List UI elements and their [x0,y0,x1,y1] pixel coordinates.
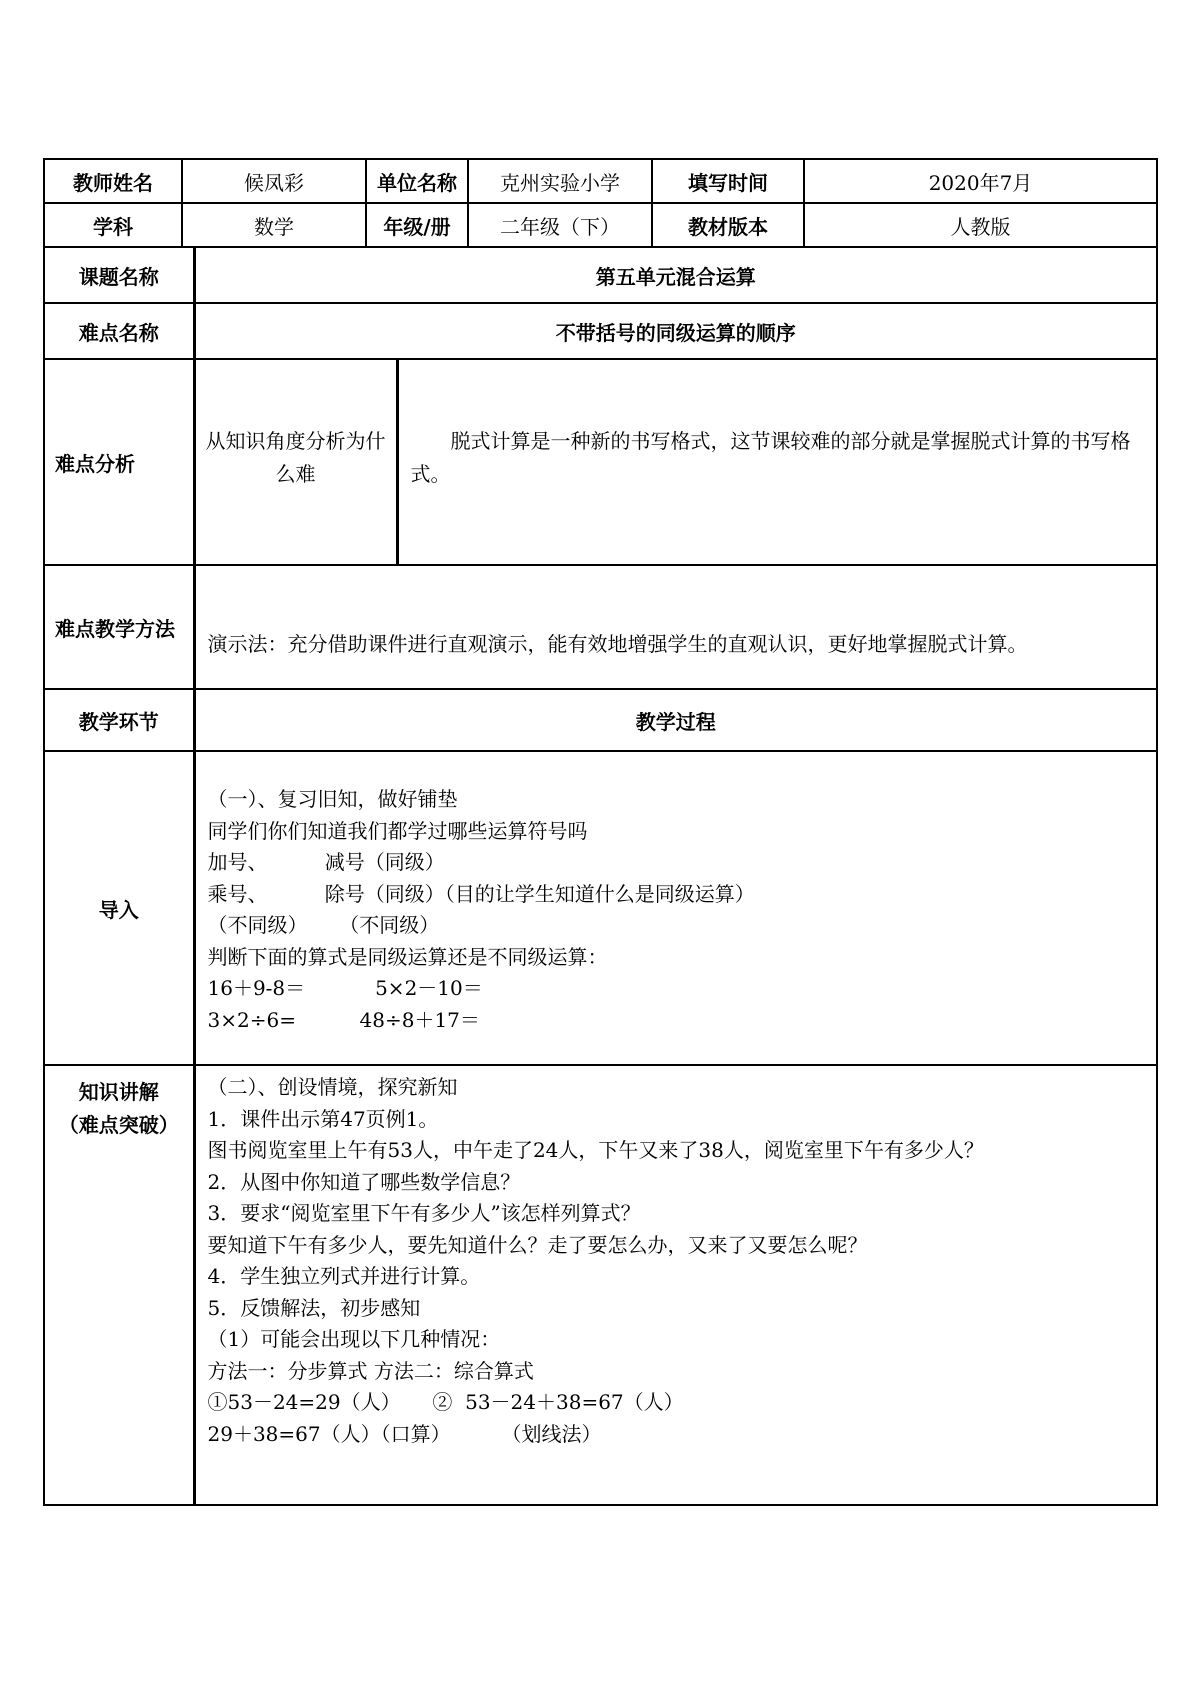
info-row-1 [44,159,1157,203]
method-row [44,565,1157,689]
intro-row [44,751,1157,1065]
method-label: 难点教学方法 [44,565,194,689]
intro-line: 判断下面的算式是同级运算还是不同级运算： [207,944,608,969]
teacher-label: 教师姓名 [44,159,182,203]
edition-value: 人教版 [804,203,1157,247]
topic-value: 第五单元混合运算 [194,247,1157,303]
knowledge-line: （二）、创设情境，探究新知 [207,1075,458,1099]
intro-line: 同学们你们知道我们都学过哪些运算符号吗 [207,818,588,843]
intro-line: 16＋9-8＝ 5×2－10＝ [207,976,483,1000]
unit-label: 单位名称 [366,159,468,203]
teacher-value: 候凤彩 [182,159,366,203]
edition-label: 教材版本 [652,203,804,247]
analysis-label: 难点分析 [44,359,194,565]
knowledge-line: 29＋38=67（人）（口算） （划线法） [207,1421,602,1446]
analysis-sub-label: 从知识角度分析为什么难 [194,359,397,565]
grade-value: 二年级（下） [468,203,652,247]
knowledge-label-line1: 知识讲解 [78,1080,159,1104]
knowledge-label-line2: （难点突破） [58,1113,179,1137]
analysis-row [44,359,1157,565]
subject-value: 数学 [182,203,366,247]
knowledge-line: 图书阅览室里上午有53人，中午走了24人，下午又来了38人，阅览室里下午有多少人？ [207,1138,984,1162]
grade-label: 年级/册 [366,203,468,247]
knowledge-content [194,1065,1157,1505]
process-header-row [44,689,1157,751]
date-value: 2020年7月 [804,159,1157,203]
difficulty-row [44,303,1157,359]
knowledge-line: 4．学生独立列式并进行计算。 [207,1264,481,1288]
knowledge-line: （1）可能会出现以下几种情况： [207,1327,501,1351]
knowledge-line: 方法一：分步算式 方法二：综合算式 [207,1358,534,1383]
analysis-text [397,359,1157,565]
intro-line: （不同级） （不同级） [207,913,440,937]
intro-line: （一）、复习旧知，做好铺垫 [207,787,458,811]
knowledge-line: 1．课件出示第47页例1。 [207,1106,439,1131]
process-header-value: 教学过程 [194,689,1157,751]
knowledge-line: 要知道下午有多少人，要先知道什么？走了要怎么办，又来了又要怎么呢？ [207,1232,868,1257]
knowledge-line: ①53－24=29（人） ② 53－24＋38=67（人） [207,1390,684,1414]
analysis-text-content: 脱式计算是一种新的书写格式，这节课较难的部分就是掌握脱式计算的书写格式。 [410,429,1131,486]
knowledge-line: 3．要求“阅览室里下午有多少人”该怎样列算式？ [207,1201,641,1225]
method-text: 演示法：充分借助课件进行直观演示，能有效地增强学生的直观认识，更好地掌握脱式计算。 [194,565,1157,689]
intro-content [194,751,1157,1065]
knowledge-line: 5．反馈解法，初步感知 [207,1295,421,1320]
knowledge-line: 2．从图中你知道了哪些数学信息？ [207,1169,521,1194]
lesson-table [43,246,1158,1506]
unit-value: 克州实验小学 [468,159,652,203]
topic-row [44,247,1157,303]
intro-line: 加号、 减号（同级） [207,850,445,874]
intro-line: 3×2÷6= 48÷8＋17＝ [207,1007,480,1032]
date-label: 填写时间 [652,159,804,203]
intro-line: 乘号、 除号（同级）（目的让学生知道什么是同级运算） [207,881,755,906]
difficulty-label: 难点名称 [44,303,194,359]
knowledge-row [44,1065,1157,1505]
process-header-label: 教学环节 [44,689,194,751]
intro-label: 导入 [44,751,194,1065]
subject-label: 学科 [44,203,182,247]
topic-label: 课题名称 [44,247,194,303]
difficulty-value: 不带括号的同级运算的顺序 [194,303,1157,359]
info-table [43,158,1158,248]
info-row-2 [44,203,1157,247]
knowledge-label [44,1065,194,1505]
